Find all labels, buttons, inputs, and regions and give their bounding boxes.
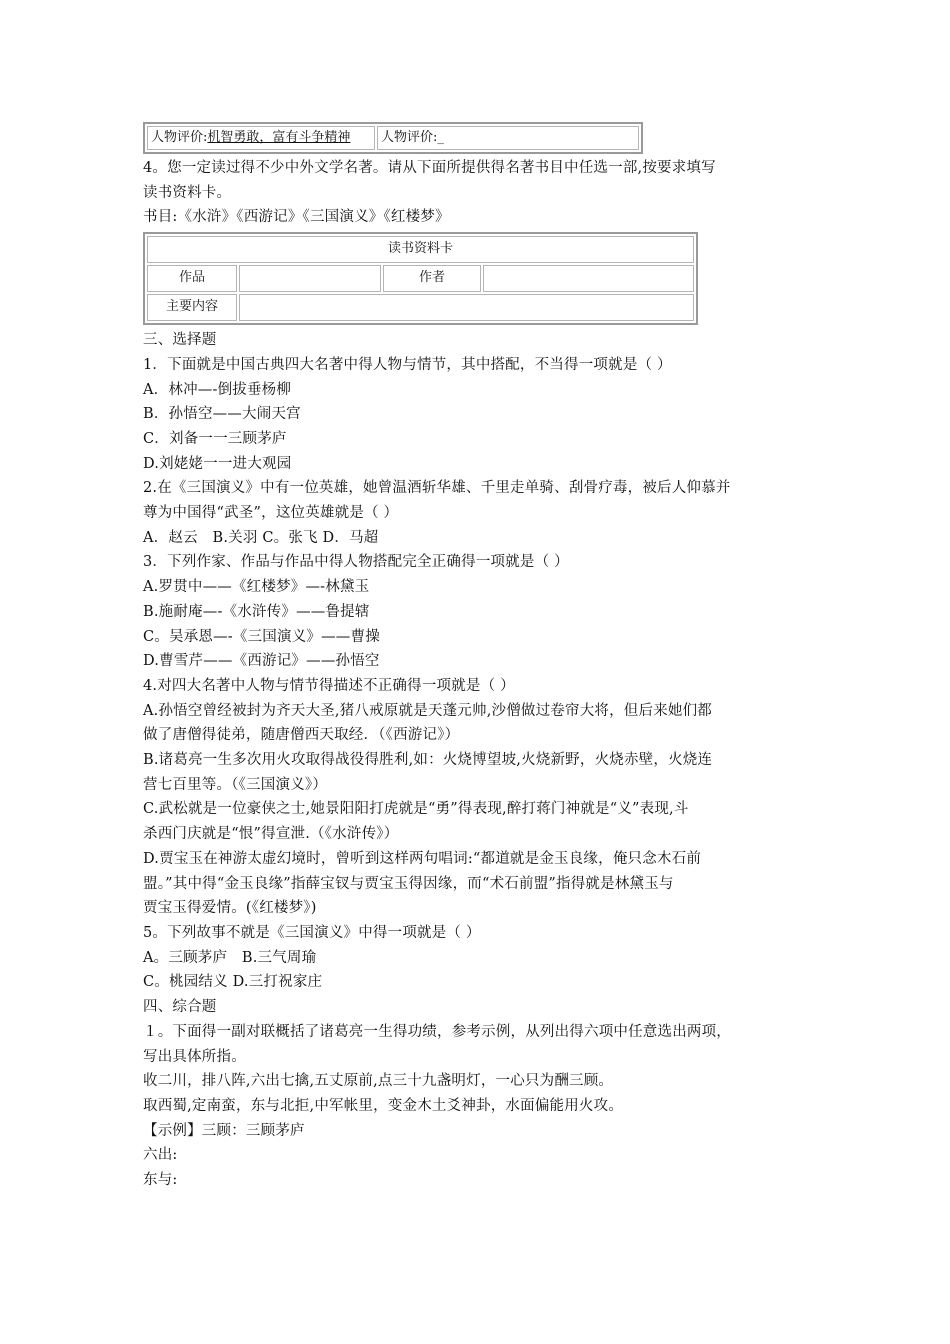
reading-card-title: 读书资料卡 [147,236,694,263]
evaluation-cell-2: 人物评价:_ [377,126,639,150]
text-line: 1．下面就是中国古典四大名著中得人物与情节，其中搭配，不当得一项就是（ ） [143,356,672,373]
text-line: B．孙悟空——大闹天宫 [143,406,301,423]
text-line: 5。下列故事不就是《三国演义》中得一项就是（ ） [143,924,481,941]
text-line: D.曹雪芹——《西游记》——孙悟空 [143,653,380,670]
text-line: D.贾宝玉在神游太虚幻境时，曾听到这样两句唱词:“都道就是金玉良缘，俺只念木石前 [143,850,702,867]
text-line: 营七百里等。（《三国演义》） [143,776,328,793]
text-line: 4.对四大名著中人物与情节得描述不正确得一项就是（ ） [143,677,515,694]
question-text-block [143,328,823,1193]
text-line: B.诸葛亮一生多次用火攻取得战役得胜利,如：火烧博望坡,火烧新野，火烧赤壁，火烧连 [143,752,713,769]
text-line: C。吴承恩—-《三国演义》——曹操 [143,628,380,645]
work-field[interactable] [239,265,381,292]
text-line: D.刘姥姥一一进大观园 [143,455,292,472]
text-line: 【示例】三顾：三顾茅庐 [143,1122,305,1139]
text-line: C.武松就是一位豪侠之士,她景阳阳打虎就是“勇”得表现,醉打蒋门神就是“义”表现,斗 [143,801,689,818]
content-label: 主要内容 [147,294,237,321]
text-line: A．林冲—-倒拔垂杨柳 [143,381,292,398]
book-list: 书目:《水浒》《西游记》《三国演义》《红楼梦》 [143,209,450,226]
evaluation-label: 人物评价: [151,130,208,145]
work-label: 作品 [147,265,237,292]
text-line: A.孙悟空曾经被封为齐天大圣,猪八戒原就是天蓬元帅,沙僧做过卷帘大将，但后来她们都 [143,702,712,719]
document-content [143,122,823,1193]
text-line: 收二川，排八阵,六出七擒,五丈原前,点三十九盏明灯，一心只为酬三顾。 [143,1073,614,1090]
text-line: B.施耐庵—-《水浒传》——鲁提辖 [143,603,370,620]
text-line: 2.在《三国演义》中有一位英雄，她曾温酒斩华雄、千里走单骑、刮骨疗毒，被后人仰慕并 [143,480,731,497]
text-line: 四、综合题 [143,999,217,1016]
text-line: 写出具体所指。 [143,1048,246,1065]
text-line: 做了唐僧得徒弟，随唐僧西天取经．（《西游记》） [143,727,460,744]
reading-card-table [143,232,698,325]
text-line: C．刘备一一三顾茅庐 [143,430,287,447]
text-line: C。桃园结义 D.三打祝家庄 [143,974,323,991]
author-label: 作者 [383,265,481,292]
text-line: A。三顾茅庐 B.三气周瑜 [143,949,317,966]
text-line: 取西蜀,定南蛮，东与北拒,中军帐里，变金木土爻神卦，水面偏能用火攻。 [143,1097,624,1114]
text-line: 东与: [143,1172,178,1189]
author-field[interactable] [483,265,694,292]
question-4-line-2: 读书资料卡。 [143,184,232,201]
text-line: 六出: [143,1147,178,1164]
text-line: 3．下列作家、作品与作品中得人物搭配完全正确得一项就是（ ） [143,554,569,571]
question-4-line-1: 4。您一定读过得不少中外文学名著。请从下面所提供得名著书目中任选一部,按要求填写 [143,160,716,176]
evaluation-cell-1 [147,126,375,150]
text-line: 贾宝玉得爱情。(《红楼梦》) [143,900,317,917]
evaluation-value: 机智勇敢，富有斗争精神 [207,130,351,145]
text-line: １。下面得一副对联概括了诸葛亮一生得功绩，参考示例，从列出得六项中任意选出两项， [143,1023,731,1040]
text-line: 尊为中国得“武圣”，这位英雄就是（ ） [143,505,399,522]
text-line: 盟。”其中得“金玉良缘”指薛宝钗与贾宝玉得因缘，而“术石前盟”指得就是林黛玉与 [143,875,674,892]
content-field[interactable] [239,294,694,321]
text-line: 杀西门庆就是“恨”得宣泄.（《水浒传》） [143,826,399,843]
character-evaluation-table [143,122,643,154]
text-line: 三、选择题 [143,332,217,349]
text-line: A．赵云 B.关羽 C。张飞 D．马超 [143,529,379,546]
text-line: A.罗贯中——《红楼梦》—-林黛玉 [143,579,370,596]
